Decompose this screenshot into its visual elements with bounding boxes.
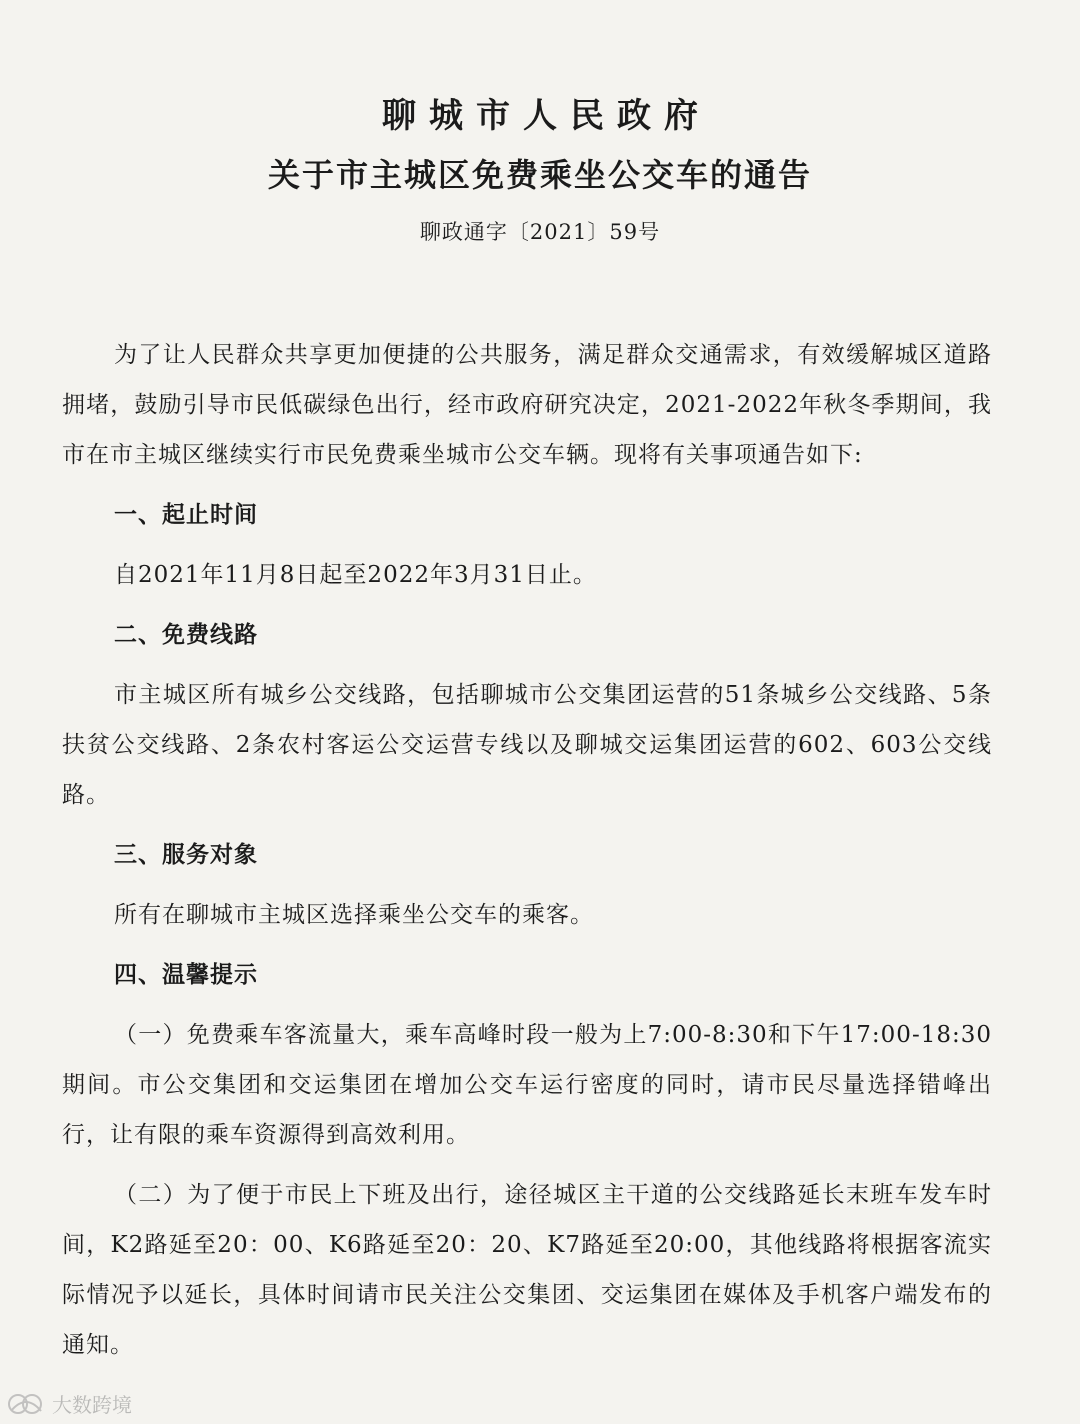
watermark-text: 大数跨境 bbox=[52, 1393, 132, 1417]
section-heading: 三、服务对象 bbox=[114, 842, 258, 868]
section-paragraph: （二）为了便于市民上下班及出行，途径城区主干道的公交线路延长末班车发车时间，K2路延至20：00、K6路延至20：20、K7路延至20:00，其他线路将根据客流实际情况予以延长，具体时间请市民关注公交集团、交运集团在媒体及手机客户端发布的通知。 bbox=[62, 1182, 992, 1358]
document-title-subject: 关于市主城区免费乘坐公交车的通告 bbox=[267, 156, 812, 194]
document-body bbox=[62, 330, 992, 1380]
intro-paragraph: 为了让人民群众共享更加便捷的公共服务，满足群众交通需求，有效缓解城区道路拥堵，鼓励引导市民低碳绿色出行，经市政府研究决定，2021-2022年秋冬季期间，我市在市主城区继续实行市民免费乘坐城市公交车辆。现将有关事项通告如下: bbox=[62, 342, 992, 468]
document-title-issuer: 聊城市人民政府 bbox=[382, 96, 711, 136]
section-heading: 一、起止时间 bbox=[114, 502, 258, 528]
section-paragraph: 所有在聊城市主城区选择乘坐公交车的乘客。 bbox=[114, 902, 594, 928]
document-number: 聊政通字〔2021〕59号 bbox=[419, 220, 661, 244]
section-heading: 四、温馨提示 bbox=[114, 962, 258, 988]
section-heading: 二、免费线路 bbox=[114, 622, 258, 648]
watermark bbox=[6, 1389, 132, 1418]
section-paragraph: （一）免费乘车客流量大，乘车高峰时段一般为上7:00-8:30和下午17:00-18:30期间。市公交集团和交运集团在增加公交车运行密度的同时，请市民尽量选择错峰出行，让有限的乘车资源得到高效利用。 bbox=[62, 1022, 992, 1148]
brand-logo-icon bbox=[6, 1391, 46, 1417]
section-paragraph: 自2021年11月8日起至2022年3月31日止。 bbox=[114, 562, 597, 588]
section-paragraph: 市主城区所有城乡公交线路，包括聊城市公交集团运营的51条城乡公交线路、5条扶贫公交线路、2条农村客运公交运营专线以及聊城交运集团运营的602、603公交线路。 bbox=[62, 682, 992, 808]
